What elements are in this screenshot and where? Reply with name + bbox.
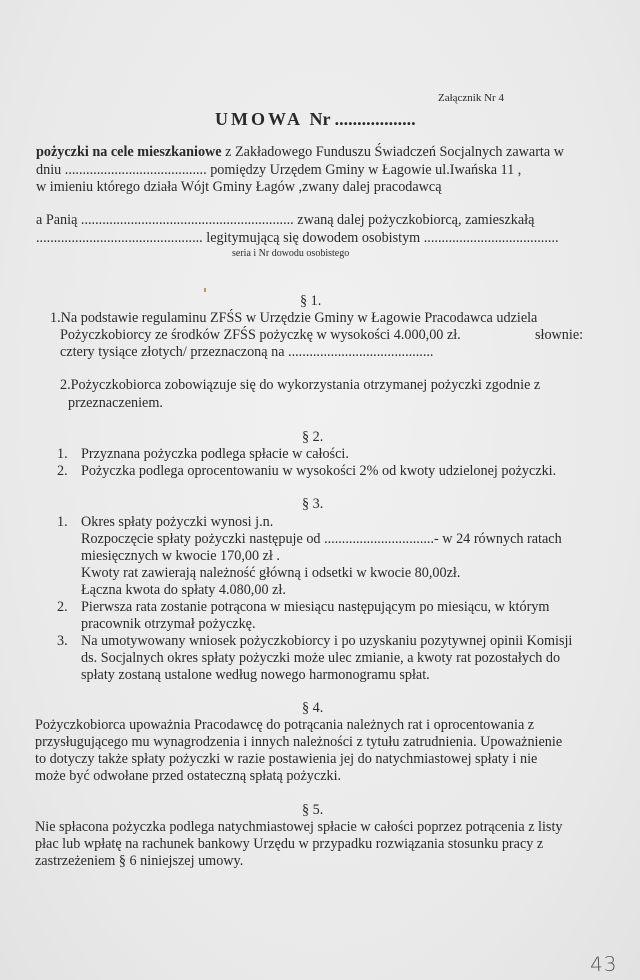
- s2-item-2-text: Pożyczka podlega oprocentowaniu w wysokości 2% od kwoty udzielonej pożyczki.: [81, 463, 557, 479]
- s2-item-2-num: 2.: [57, 463, 68, 479]
- s2-item-1-text: Przyznana pożyczka podlega spłacie w całości.: [81, 446, 349, 462]
- s3-item-1-line-4: Kwoty rat zawierają należność główną i odsetki w kwocie 80,00zł.: [81, 565, 461, 581]
- s1-p1-slownie: słownie:: [535, 327, 584, 343]
- id-caption: seria i Nr dowodu osobistego: [232, 248, 350, 259]
- annex-label: Załącznik Nr 4: [438, 92, 504, 104]
- s3-item-3-text: Na umotywowany wniosek pożyczkobiorcy i po uzyskaniu pozytywnej opinii Komisji: [81, 633, 573, 649]
- handwritten-page-number: 43: [589, 951, 618, 977]
- s3-item-1-line-5: Łączna kwota do spłaty 4.080,00 zł.: [81, 582, 286, 598]
- title-number: Nr ..................: [309, 109, 416, 129]
- s1-p2-line-2: przeznaczeniem.: [68, 395, 163, 411]
- scan-speck: [204, 288, 206, 292]
- section-2-heading: § 2.: [302, 429, 324, 445]
- s1-p1-line-2: Pożyczkobiorcy ze środków ZFŚS pożyczkę w wysokości 4.000,00 zł.: [60, 327, 461, 343]
- s3-item-1-line-2: Rozpoczęcie spłaty pożyczki następuje od ...............................- w 24 równych ratach: [81, 531, 562, 547]
- title-word: UMOWA: [215, 109, 302, 129]
- s4-line-4: może być odwołane przed ostateczną spłatą pożyczki.: [35, 768, 342, 784]
- s3-item-2-num: 2.: [57, 599, 68, 615]
- s2-item-2: [57, 463, 556, 480]
- section-3-heading: § 3.: [302, 496, 324, 512]
- intro-line-3: w imieniu którego działa Wójt Gminy Łagów ,zwany dalej pracodawcą: [36, 179, 442, 195]
- section-4-heading: § 4.: [302, 700, 324, 716]
- s3-item-1-line-1: [57, 514, 273, 531]
- s3-item-2-line-2: pracownik otrzymał pożyczkę.: [81, 616, 256, 632]
- s3-item-2-line-1: [57, 599, 549, 616]
- s3-item-3-line-1: [57, 633, 572, 650]
- contract-title: [215, 109, 416, 130]
- s3-item-3-line-2: ds. Socjalnych okres spłaty pożyczki może ulec zmianie, a kwoty rat pozostałych do: [81, 650, 561, 666]
- s3-item-1-line-3: miesięcznych w kwocie 170,00 zł .: [81, 548, 280, 564]
- borrower-line: a Panią ............................................................ zwaną dalej pożyczkobiorcą, zamieszkałą: [36, 212, 535, 228]
- s1-p1-line-1: 1.Na podstawie regulaminu ZFŚS w Urzędzie Gminy w Łagowie Pracodawca udziela: [50, 310, 538, 326]
- section-5-heading: § 5.: [302, 802, 324, 818]
- s1-p1-line-3: cztery tysiące złotych/ przeznaczoną na .........................................: [60, 344, 434, 360]
- s3-item-2-text: Pierwsza rata zostanie potrącona w miesiącu następującym po miesiącu, w którym: [81, 599, 550, 615]
- s3-item-3-num: 3.: [57, 633, 68, 649]
- intro-line-2: dniu ........................................ pomiędzy Urzędem Gminy w Łagowie ul.Iwańska 11 ,: [36, 162, 522, 178]
- s4-line-3: to dotyczy także spłaty pożyczki w razie postawienia jej do natychmiastowej spłaty i nie: [35, 751, 538, 767]
- section-1-heading: § 1.: [300, 293, 322, 309]
- id-line: ............................................... legitymującą się dowodem osobistym ......................................: [36, 230, 559, 246]
- s5-line-1: Nie spłacona pożyczka podlega natychmiastowej spłacie w całości poprzez potrącenia z listy: [35, 819, 563, 835]
- s5-line-2: płac lub wpłatę na rachunek bankowy Urzędu w przypadku rozwiązania stosunku pracy z: [35, 836, 544, 852]
- intro-line-1: [36, 144, 564, 161]
- s2-item-1: [57, 446, 349, 463]
- intro-rest: z Zakładowego Funduszu Świadczeń Socjalnych zawarta w: [221, 144, 564, 160]
- s4-line-1: Pożyczkobiorca upoważnia Pracodawcę do potrącania należnych rat i oprocentowania z: [35, 717, 535, 733]
- intro-bold: pożyczki na cele mieszkaniowe: [36, 144, 222, 160]
- s2-item-1-num: 1.: [57, 446, 68, 462]
- s3-item-3-line-3: spłaty zostaną ustalone według nowego harmonogramu spłat.: [81, 667, 430, 683]
- s4-line-2: przysługującego mu wynagrodzenia i innych należności z tytułu zatrudnienia. Upoważnienie: [35, 734, 563, 750]
- s3-item-1-text: Okres spłaty pożyczki wynosi j.n.: [81, 514, 274, 530]
- s5-line-3: zastrzeżeniem § 6 niniejszej umowy.: [35, 853, 244, 869]
- s3-item-1-num: 1.: [57, 514, 68, 530]
- s1-p2-line-1: 2.Pożyczkobiorca zobowiązuje się do wykorzystania otrzymanej pożyczki zgodnie z: [60, 377, 541, 393]
